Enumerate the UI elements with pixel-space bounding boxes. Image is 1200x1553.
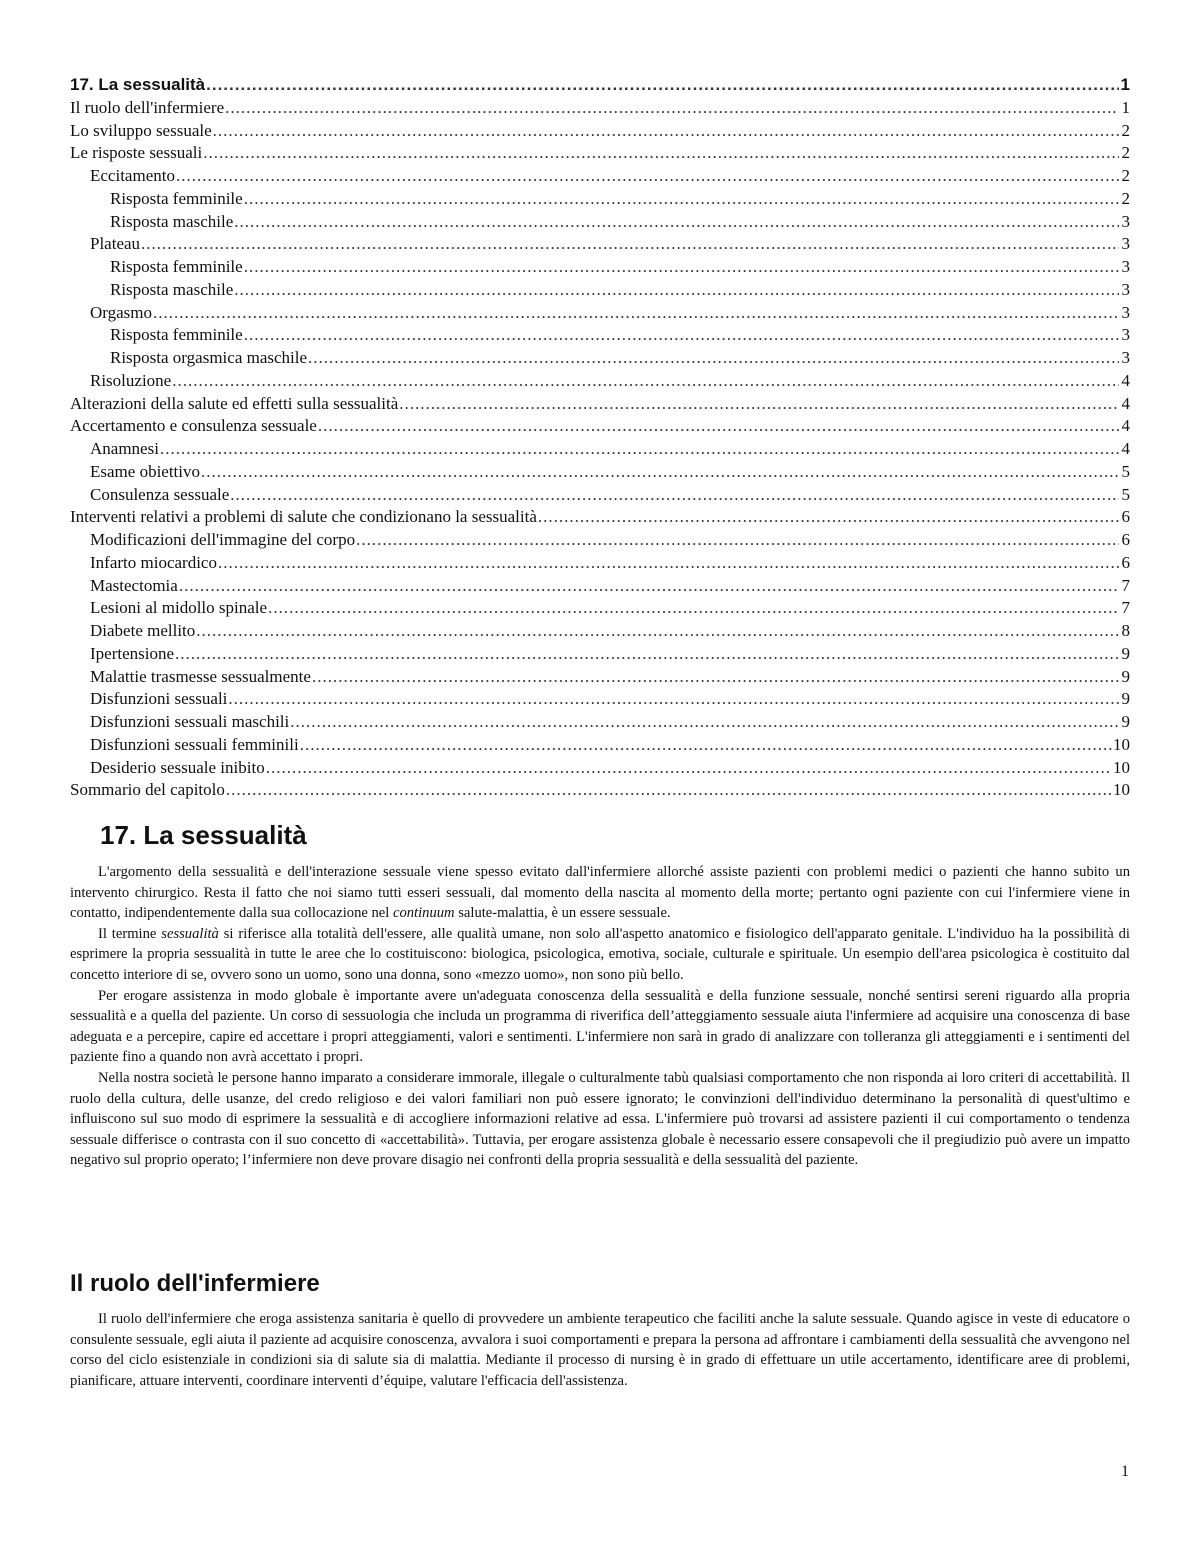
toc-entry-page: 6 xyxy=(1121,530,1130,549)
toc-entry-title: Diabete mellito xyxy=(90,621,196,640)
paragraph: Il termine sessualità si riferisce alla totalità dell'essere, alle qualità umane, non solo all'aspetto anatomico e fisiologico dell'apparato genitale. L'individuo ha la possibilità di esprimere la propria sessualità in tutte le aree che lo costituiscono: biologica, psicologica, emotiva, sociale, culturale e spirituale. Un esempio dell'area psicologica è costituito dal concetto interiore di se, ovvero sono un uomo, sono una donna, sono «mezzo uomo», non sono più bello. xyxy=(70,925,1130,983)
toc-entry-page: 3 xyxy=(1121,234,1130,254)
toc-leader-dots xyxy=(179,575,1119,598)
paragraph: Nella nostra società le persone hanno imparato a considerare immorale, illegale o culturalmente tabù qualsiasi comportamento che non risponda ai loro criteri di accettabilità. Il ruolo della cultura, delle usanze, del credo religioso e dei valori familiari non può essere ignorato; le convinzioni dell'individuo determinano la personalità di quest'ultimo e influiscono sul suo modo di esprimere la sessualità e di accogliere informazioni relative ad essa. L'infermiere può trovarsi ad assistere pazienti il cui comportamento o tendenza sessuale differisce o contrasta con il suo concetto di «accettabilità». Tuttavia, per erogare assistenza globale è necessario essere consapevoli che il pregiudizio può avere un impatto negativo sul proprio operato; l’infermiere non deve provare disagio nei confronti della propria sessualità e della sessualità del paziente. xyxy=(70,1069,1130,1169)
toc-entry[interactable] xyxy=(70,120,1130,143)
toc-entry-page: 7 xyxy=(1121,598,1130,618)
toc-entry-page: 5 xyxy=(1121,461,1130,481)
toc-entry[interactable] xyxy=(70,620,1130,643)
toc-leader-dots xyxy=(244,256,1119,279)
toc-entry-title: Risoluzione xyxy=(90,370,172,390)
toc-entry[interactable] xyxy=(70,552,1130,575)
chapter-title: 17. La sessualità xyxy=(100,820,307,850)
role-text xyxy=(70,1309,1130,1391)
toc-entry-title: 17. La sessualità xyxy=(70,75,206,94)
toc-leader-dots xyxy=(268,597,1119,620)
toc-entry[interactable] xyxy=(70,415,1130,438)
toc-leader-dots xyxy=(318,415,1119,438)
toc-leader-dots xyxy=(226,779,1112,802)
toc-entry-page: 2 xyxy=(1121,120,1130,140)
paragraph: L'argomento della sessualità e dell'interazione sessuale viene spesso evitato dall'infermiere allorché assiste pazienti con problemi medici o pazienti che hanno subito un intervento chirurgico. Resta il fatto che noi siamo tutti esseri sessuali, dal momento della nascita al momento della morte; pertanto ogni paziente con cui l'infermiere viene in contatto, indipendentemente dalla sua collocazione nel continuum salute-malattia, è un essere sessuale. xyxy=(70,864,1130,922)
toc-entry-title: Risposta femminile xyxy=(110,188,243,208)
toc-entry-page: 9 xyxy=(1121,689,1130,709)
toc-entry-page: 4 xyxy=(1121,416,1130,436)
toc-entry[interactable] xyxy=(70,211,1130,234)
toc-entry-title: Disfunzioni sessuali maschili xyxy=(90,712,290,731)
toc-entry-title: Lo sviluppo sessuale xyxy=(70,120,212,140)
toc-entry[interactable] xyxy=(70,393,1130,416)
toc-entry[interactable] xyxy=(70,74,1130,97)
toc-entry-page: 2 xyxy=(1121,188,1130,208)
toc-leader-dots xyxy=(160,438,1119,461)
toc-entry[interactable] xyxy=(70,779,1130,802)
toc-entry-page: 1 xyxy=(1120,75,1130,94)
toc-leader-dots xyxy=(234,279,1119,302)
toc-leader-dots xyxy=(308,347,1119,370)
toc-leader-dots xyxy=(244,324,1119,347)
toc-entry[interactable] xyxy=(70,711,1130,734)
toc-entry[interactable] xyxy=(70,188,1130,211)
toc-entry-page: 1 xyxy=(1121,97,1130,117)
toc-entry-title: Accertamento e consulenza sessuale xyxy=(70,416,317,436)
toc-entry-title: Disfunzioni sessuali xyxy=(90,689,228,709)
toc-entry[interactable] xyxy=(70,575,1130,598)
toc-entry-page: 3 xyxy=(1121,279,1130,299)
section-title: Il ruolo dell'infermiere xyxy=(70,1270,320,1297)
toc-leader-dots xyxy=(234,211,1119,234)
intro-text xyxy=(70,862,1130,1171)
toc-entry-title: Esame obiettivo xyxy=(90,461,201,481)
toc-leader-dots xyxy=(399,393,1119,416)
toc-entry[interactable] xyxy=(70,757,1130,780)
toc-entry-page: 4 xyxy=(1121,439,1130,458)
toc-entry-title: Malattie trasmesse sessualmente xyxy=(90,666,311,686)
table-of-contents xyxy=(70,74,1130,802)
toc-entry[interactable] xyxy=(70,438,1130,461)
toc-leader-dots xyxy=(225,97,1119,120)
toc-entry-title: Infarto miocardico xyxy=(90,552,217,572)
toc-leader-dots xyxy=(172,370,1119,393)
toc-entry-title: Risposta maschile xyxy=(110,211,234,231)
toc-entry[interactable] xyxy=(70,302,1130,325)
toc-entry-page: 6 xyxy=(1121,507,1130,527)
toc-leader-dots xyxy=(356,529,1119,552)
toc-leader-dots xyxy=(213,120,1119,143)
toc-entry-page: 3 xyxy=(1121,257,1130,276)
toc-entry-title: Eccitamento xyxy=(90,166,175,185)
toc-leader-dots xyxy=(244,188,1119,211)
toc-leader-dots xyxy=(201,461,1119,484)
toc-entry-page: 4 xyxy=(1121,370,1130,390)
toc-entry-page: 9 xyxy=(1121,666,1130,686)
toc-leader-dots xyxy=(175,643,1119,666)
toc-entry-page: 5 xyxy=(1121,484,1130,504)
toc-entry[interactable] xyxy=(70,461,1130,484)
toc-leader-dots xyxy=(300,734,1112,757)
toc-entry[interactable] xyxy=(70,529,1130,552)
toc-entry[interactable] xyxy=(70,233,1130,256)
toc-entry-title: Il ruolo dell'infermiere xyxy=(70,97,225,117)
toc-entry-page: 6 xyxy=(1121,552,1130,572)
toc-entry-title: Plateau xyxy=(90,234,141,254)
toc-leader-dots xyxy=(228,688,1119,711)
toc-entry-page: 2 xyxy=(1121,166,1130,185)
paragraph: Il ruolo dell'infermiere che eroga assistenza sanitaria è quello di provvedere un ambiente terapeutico che faciliti anche la salute sessuale. Quando agisce in veste di educatore o consulente sessuale, egli aiuta il paziente ad acquisire conoscenza, avvalora i suoi comportamenti e prepara la persona ad affrontare i cambiamenti della sessualità che avvengono nel corso del ciclo esistenziale in condizioni sia di salute sia di malattia. Mediante il processo di nursing è in grado di effettuare un utile accertamento, identificare aree di problemi, pianificare, attuare interventi, coordinare interventi d’équipe, valutare l'efficacia dell'assistenza. xyxy=(70,1311,1130,1389)
toc-entry-title: Ipertensione xyxy=(90,643,175,663)
toc-leader-dots xyxy=(176,165,1119,188)
toc-entry-title: Consulenza sessuale xyxy=(90,484,230,504)
toc-entry-title: Desiderio sessuale inibito xyxy=(90,757,265,777)
toc-leader-dots xyxy=(153,302,1119,325)
toc-entry-title: Interventi relativi a problemi di salute che condizionano la sessualità xyxy=(70,507,537,527)
toc-entry-title: Sommario del capitolo xyxy=(70,780,225,800)
toc-leader-dots xyxy=(206,74,1119,97)
toc-entry[interactable] xyxy=(70,370,1130,393)
toc-leader-dots xyxy=(218,552,1119,575)
toc-leader-dots xyxy=(538,506,1119,529)
toc-entry[interactable] xyxy=(70,597,1130,620)
toc-entry[interactable] xyxy=(70,666,1130,689)
toc-entry[interactable] xyxy=(70,279,1130,302)
toc-entry-title: Risposta femminile xyxy=(110,257,243,276)
toc-leader-dots xyxy=(266,757,1112,780)
toc-entry-title: Anamnesi xyxy=(90,439,159,458)
toc-leader-dots xyxy=(141,233,1119,256)
page-number: 1 xyxy=(1121,1463,1129,1480)
toc-entry-page: 10 xyxy=(1113,780,1130,800)
toc-entry-title: Risposta orgasmica maschile xyxy=(110,348,308,367)
toc-leader-dots xyxy=(196,620,1119,643)
toc-leader-dots xyxy=(312,666,1119,689)
toc-leader-dots xyxy=(290,711,1119,734)
toc-entry-page: 3 xyxy=(1121,211,1130,231)
toc-entry[interactable] xyxy=(70,484,1130,507)
toc-entry-title: Risposta maschile xyxy=(110,279,234,299)
toc-entry-page: 3 xyxy=(1121,348,1130,367)
toc-entry-title: Modificazioni dell'immagine del corpo xyxy=(90,530,356,549)
toc-entry-title: Orgasmo xyxy=(90,302,153,322)
toc-entry-page: 3 xyxy=(1121,325,1130,345)
toc-entry-page: 8 xyxy=(1121,621,1130,640)
toc-entry-title: Alterazioni della salute ed effetti sulla sessualità xyxy=(70,393,399,413)
toc-entry-title: Disfunzioni sessuali femminili xyxy=(90,734,299,754)
toc-entry[interactable] xyxy=(70,165,1130,188)
toc-entry-page: 4 xyxy=(1121,393,1130,413)
toc-entry-title: Lesioni al midollo spinale xyxy=(90,598,268,618)
toc-entry-title: Mastectomia xyxy=(90,575,178,595)
toc-entry-page: 10 xyxy=(1113,734,1130,754)
toc-entry[interactable] xyxy=(70,506,1130,529)
toc-entry-page: 10 xyxy=(1113,757,1130,777)
toc-entry[interactable] xyxy=(70,142,1130,165)
toc-entry-title: Risposta femminile xyxy=(110,325,243,345)
toc-entry-title: Le risposte sessuali xyxy=(70,143,203,163)
toc-entry-page: 7 xyxy=(1121,575,1130,595)
toc-entry[interactable] xyxy=(70,256,1130,279)
paragraph: Per erogare assistenza in modo globale è importante avere un'adeguata conoscenza della sessualità e della funzione sessuale, nonché sentirsi sereni riguardo alla propria sessualità e a quella del paziente. Un corso di sessuologia che includa un programma di riverifica dell’atteggiamento sessuale aiuta l'infermiere ad acquisire una conoscenza di base adeguata e a percepire, capire ed accettare i propri atteggiamenti, valori e sentimenti. L'infermiere non sarà in grado di analizzare con tolleranza gli atteggiamenti e i sentimenti del paziente fino a quando non avrà accettato i propri. xyxy=(70,987,1130,1066)
toc-entry[interactable] xyxy=(70,688,1130,711)
toc-entry-page: 3 xyxy=(1121,302,1130,322)
toc-entry[interactable] xyxy=(70,324,1130,347)
toc-leader-dots xyxy=(203,142,1119,165)
toc-entry-page: 9 xyxy=(1121,643,1130,663)
toc-leader-dots xyxy=(230,484,1119,507)
toc-entry[interactable] xyxy=(70,97,1130,120)
toc-entry[interactable] xyxy=(70,643,1130,666)
toc-entry-page: 2 xyxy=(1121,143,1130,163)
toc-entry[interactable] xyxy=(70,734,1130,757)
toc-entry[interactable] xyxy=(70,347,1130,370)
toc-entry-page: 9 xyxy=(1121,712,1130,731)
